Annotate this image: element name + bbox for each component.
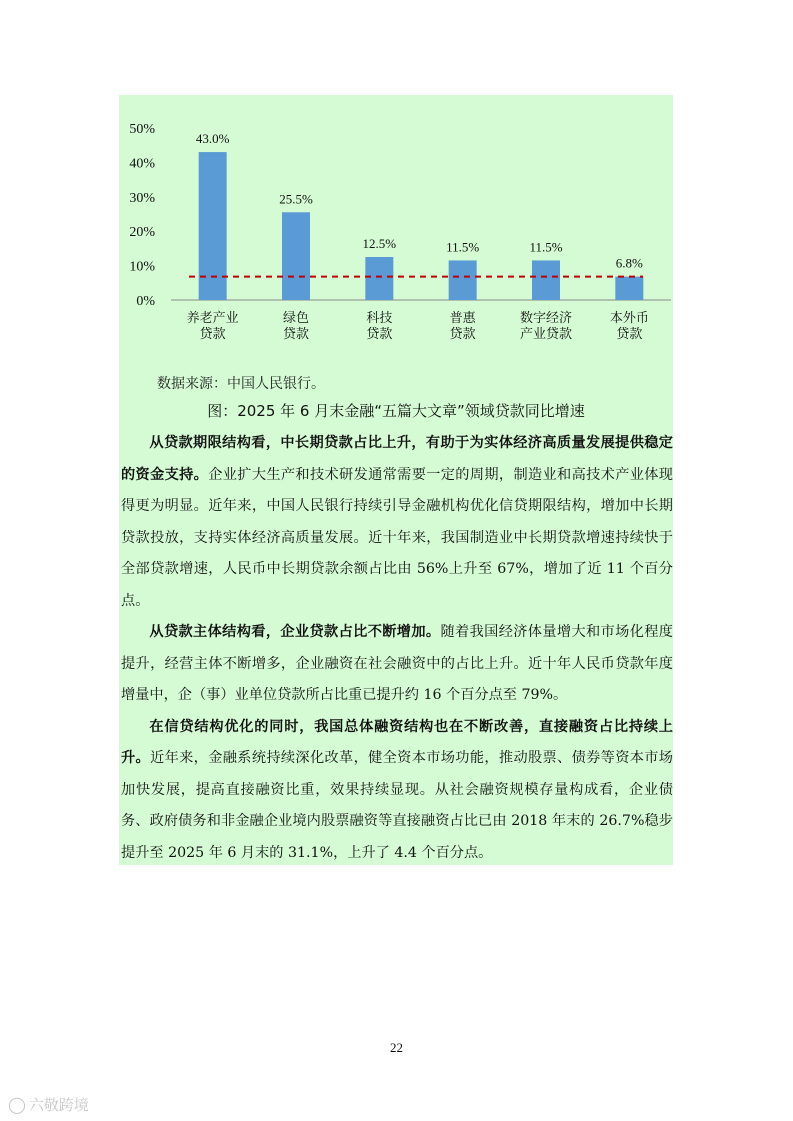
y-tick-label: 30% <box>129 190 155 206</box>
data-label: 43.0% <box>195 131 230 147</box>
x-tick-label: 贷款 <box>282 327 310 342</box>
page-number: 22 <box>390 1040 403 1055</box>
paragraph-body: 企业扩大生产和技术研发通常需要一定的周期，制造业和高技术产业体现得更为明显。近年来，中国人民银行持续引导金融机构优化信贷期限结构，增加中长期贷款投放，支持实体经济高质量发展。近十年来，我国制造业中长期贷款增速持续快于全部贷款增速，人民币中长期贷款余额占比由 56%上升至 67%，增加了近 11 个百分点。 <box>121 466 673 609</box>
body-text <box>121 428 673 869</box>
paragraph-loan-subject <box>121 617 673 712</box>
paragraph-lead: 从贷款期限结构看，中长期贷款占比上升，有助于为实体经济高质量发展提供稳定的资金支持。 <box>121 435 673 483</box>
bar <box>199 152 227 300</box>
x-tick-label: 本外币 <box>609 311 649 326</box>
data-source: 数据来源：中国人民银行。 <box>157 376 325 392</box>
y-tick-label: 50% <box>129 122 155 137</box>
paragraph-lead: 从贷款主体结构看，企业贷款占比不断增加。 <box>149 624 441 640</box>
paragraph-body: 近年来，金融系统持续深化改革，健全资本市场功能，推动股票、债券等资本市场加快发展，提高直接融资比重，效果持续显现。从社会融资规模存量构成看，企业债务、政府债务和非金融企业境内股票融资等直接融资占比已由 2018 年末的 26.7%稳步提升至 2025 年 6 月末的 31.1%，上升了 4.4 个百分点。 <box>121 750 673 861</box>
x-tick-label: 普惠 <box>449 311 476 326</box>
x-tick-label: 科技 <box>366 311 393 326</box>
watermark <box>8 1094 89 1115</box>
bar <box>615 277 643 300</box>
y-tick-label: 40% <box>129 156 155 172</box>
figure-caption: 图：2025 年 6 月末金融“五篇大文章”领域贷款同比增速 <box>207 402 585 420</box>
bar-chart <box>119 95 673 365</box>
x-tick-label: 贷款 <box>366 327 393 342</box>
y-tick-label: 10% <box>129 259 155 275</box>
bar <box>282 212 310 300</box>
x-tick-label: 贷款 <box>616 327 643 342</box>
x-tick-label: 养老产业 <box>186 311 239 326</box>
y-tick-label: 0% <box>136 294 155 309</box>
bar <box>365 257 393 300</box>
paragraph-lead: 在信贷结构优化的同时，我国总体融资结构也在不断改善，直接融资占比持续上升。 <box>121 718 673 766</box>
watermark-text: 六敬跨境 <box>28 1096 89 1114</box>
data-label: 11.5% <box>446 239 480 255</box>
y-tick-label: 20% <box>129 225 155 241</box>
bar <box>449 260 477 300</box>
paragraph-financing-structure <box>121 712 673 870</box>
x-tick-label: 产业贷款 <box>519 327 573 342</box>
content-panel <box>119 95 673 865</box>
data-label: 6.8% <box>615 255 643 271</box>
data-label: 12.5% <box>362 236 397 251</box>
x-tick-label: 贷款 <box>199 327 226 342</box>
data-label: 11.5% <box>529 239 563 255</box>
data-label: 25.5% <box>279 191 313 207</box>
x-tick-label: 贷款 <box>449 327 476 342</box>
x-tick-label: 绿色 <box>282 311 310 326</box>
wechat-like-icon: ◯ <box>8 1095 26 1114</box>
bar <box>532 260 560 300</box>
x-tick-label: 数字经济 <box>519 311 573 326</box>
paragraph-loan-term <box>121 428 673 617</box>
paragraph-body: 随着我国经济体量增大和市场化程度提升，经营主体不断增多，企业融资在社会融资中的占比上升。近十年人民币贷款年度增量中，企（事）业单位贷款所占比重已提升约 16 个百分点至 79%。 <box>121 624 673 703</box>
